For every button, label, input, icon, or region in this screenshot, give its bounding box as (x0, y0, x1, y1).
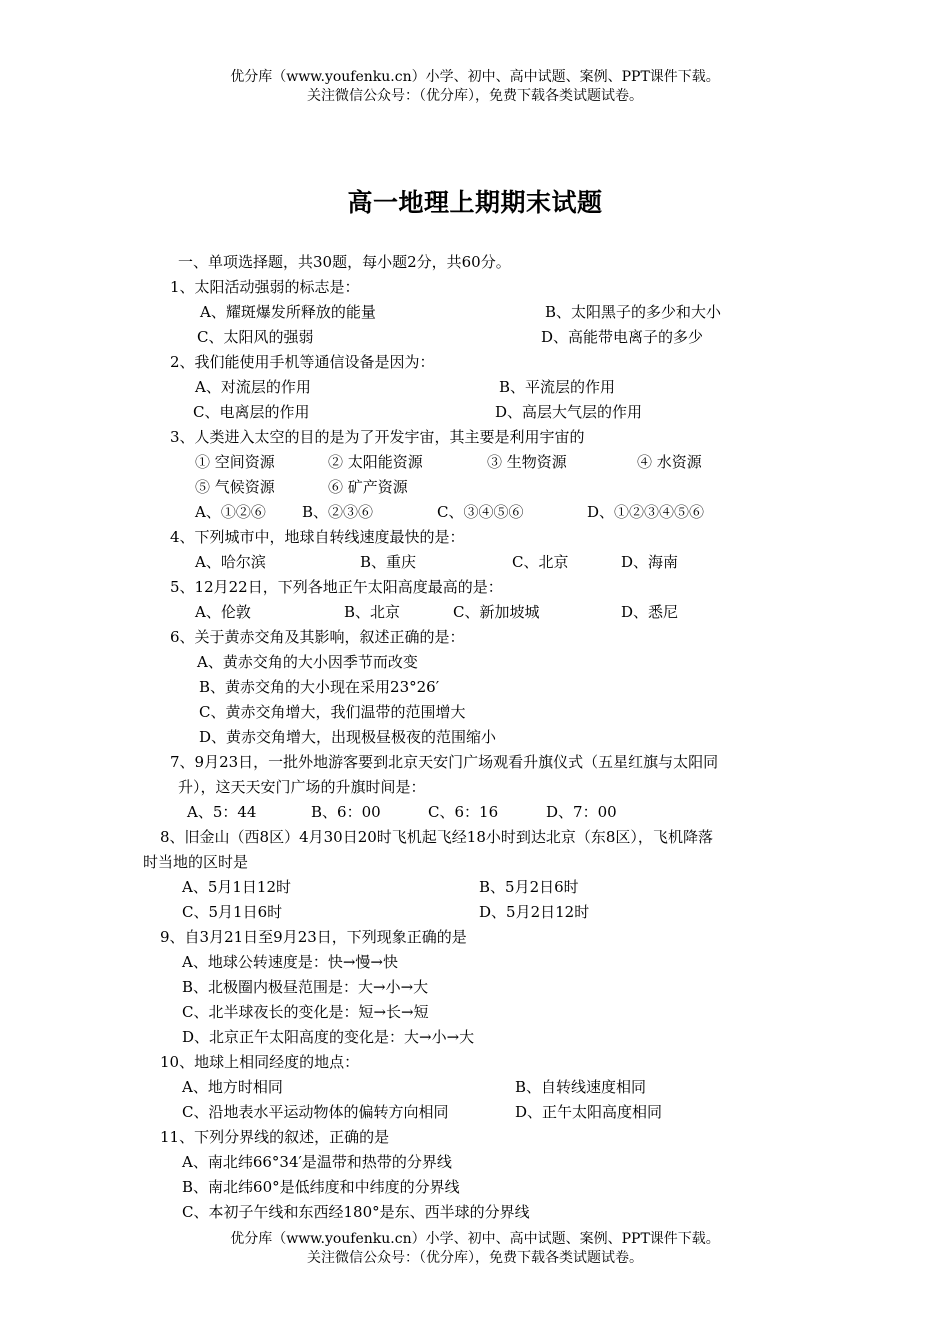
footer-line-1: 优分库（www.youfenku.cn）小学、初中、高中试题、案例、PPT课件下载。 (230, 1231, 720, 1247)
q2-stem: 2、我们能使用手机等通信设备是因为： (170, 353, 435, 371)
q7-option-d: D、7：00 (546, 803, 617, 821)
q5-option-b: B、北京 (344, 603, 401, 621)
q2-option-a: A、对流层的作用 (195, 378, 311, 396)
page-header (0, 68, 950, 106)
q7-option-a: A、5：44 (187, 803, 257, 821)
q10-stem: 10、地球上相同经度的地点： (160, 1053, 360, 1071)
q9-option-c: C、北半球夜长的变化是：短→长→短 (182, 1003, 429, 1021)
q4-option-c: C、北京 (512, 553, 569, 571)
q3-item-4: ④ 水资源 (637, 453, 702, 471)
page-footer (0, 1230, 950, 1268)
page-title: 高一地理上期期末试题 (347, 188, 603, 217)
q6-option-c: C、黄赤交角增大，我们温带的范围增大 (199, 703, 466, 721)
q9-option-a: A、地球公转速度是：快→慢→快 (182, 953, 398, 971)
q11-option-c: C、本初子午线和东西经180°是东、西半球的分界线 (182, 1203, 530, 1221)
q7-option-b: B、6：00 (311, 803, 381, 821)
q1-option-b: B、太阳黑子的多少和大小 (545, 303, 722, 321)
q8-stem-cont: 时当地的区时是 (143, 853, 249, 871)
q9-option-d: D、北京正午太阳高度的变化是：大→小→大 (182, 1028, 475, 1046)
q3-option-c: C、③④⑤⑥ (437, 503, 524, 521)
q4-stem: 4、下列城市中，地球自转线速度最快的是： (170, 528, 465, 546)
q5-option-d: D、悉尼 (621, 603, 679, 621)
q10-option-b: B、自转线速度相同 (515, 1078, 647, 1096)
q3-item-2: ② 太阳能资源 (328, 453, 423, 471)
q10-option-a: A、地方时相同 (182, 1078, 283, 1096)
q8-option-d: D、5月2日12时 (479, 903, 590, 921)
q3-item-3: ③ 生物资源 (487, 453, 567, 471)
q10-option-c: C、沿地表水平运动物体的偏转方向相同 (182, 1103, 449, 1121)
q2-option-c: C、电离层的作用 (193, 403, 310, 421)
q7-stem: 7、9月23日，一批外地游客要到北京天安门广场观看升旗仪式（五星红旗与太阳同 (170, 753, 719, 771)
q3-option-d: D、①②③④⑤⑥ (587, 503, 705, 521)
q8-option-a: A、5月1日12时 (182, 878, 292, 896)
q4-option-d: D、海南 (621, 553, 679, 571)
q4-option-b: B、重庆 (360, 553, 417, 571)
q11-option-b: B、南北纬60°是低纬度和中纬度的分界线 (182, 1178, 460, 1196)
q3-item-6: ⑥ 矿产资源 (328, 478, 408, 496)
q3-stem: 3、人类进入太空的目的是为了开发宇宙，其主要是利用宇宙的 (170, 428, 585, 446)
footer-line-2: 关注微信公众号：（优分库），免费下载各类试题试卷。 (307, 1250, 643, 1266)
q11-option-a: A、南北纬66°34′是温带和热带的分界线 (182, 1153, 452, 1171)
q3-option-b: B、②③⑥ (302, 503, 374, 521)
q1-option-d: D、高能带电离子的多少 (541, 328, 704, 346)
q1-option-c: C、太阳风的强弱 (197, 328, 314, 346)
q8-option-c: C、5月1日6时 (182, 903, 283, 921)
section-heading: 一、单项选择题，共30题，每小题2分，共60分。 (178, 253, 511, 271)
q7-stem-cont: 升），这天天安门广场的升旗时间是： (178, 778, 426, 796)
q6-stem: 6、关于黄赤交角及其影响，叙述正确的是： (170, 628, 465, 646)
q1-stem: 1、太阳活动强弱的标志是： (170, 278, 360, 296)
q2-option-b: B、平流层的作用 (499, 378, 616, 396)
q7-option-c: C、6：16 (428, 803, 499, 821)
q1-option-a: A、耀斑爆发所释放的能量 (200, 303, 376, 321)
q2-option-d: D、高层大气层的作用 (495, 403, 643, 421)
q9-option-b: B、北极圈内极昼范围是：大→小→大 (182, 978, 429, 996)
q5-option-a: A、伦敦 (195, 603, 251, 621)
q11-stem: 11、下列分界线的叙述，正确的是 (160, 1128, 390, 1146)
q8-stem: 8、旧金山（西8区）4月30日20时飞机起飞经18小时到达北京（东8区），飞机降落 (160, 828, 713, 846)
q10-option-d: D、正午太阳高度相同 (515, 1103, 663, 1121)
q3-item-5: ⑤ 气候资源 (195, 478, 275, 496)
q6-option-b: B、黄赤交角的大小现在采用23°26′ (199, 678, 440, 696)
header-line-2: 关注微信公众号：（优分库），免费下载各类试题试卷。 (307, 88, 643, 104)
q5-stem: 5、12月22日，下列各地正午太阳高度最高的是： (170, 578, 503, 596)
header-line-1: 优分库（www.youfenku.cn）小学、初中、高中试题、案例、PPT课件下载。 (230, 69, 720, 85)
q5-option-c: C、新加坡城 (453, 603, 540, 621)
q3-item-1: ① 空间资源 (195, 453, 275, 471)
q6-option-a: A、黄赤交角的大小因季节而改变 (197, 653, 418, 671)
q4-option-a: A、哈尔滨 (195, 553, 266, 571)
q8-option-b: B、5月2日6时 (479, 878, 579, 896)
q3-option-a: A、①②⑥ (195, 503, 266, 521)
q6-option-d: D、黄赤交角增大，出现极昼极夜的范围缩小 (199, 728, 497, 746)
q9-stem: 9、自3月21日至9月23日，下列现象正确的是 (160, 928, 467, 946)
